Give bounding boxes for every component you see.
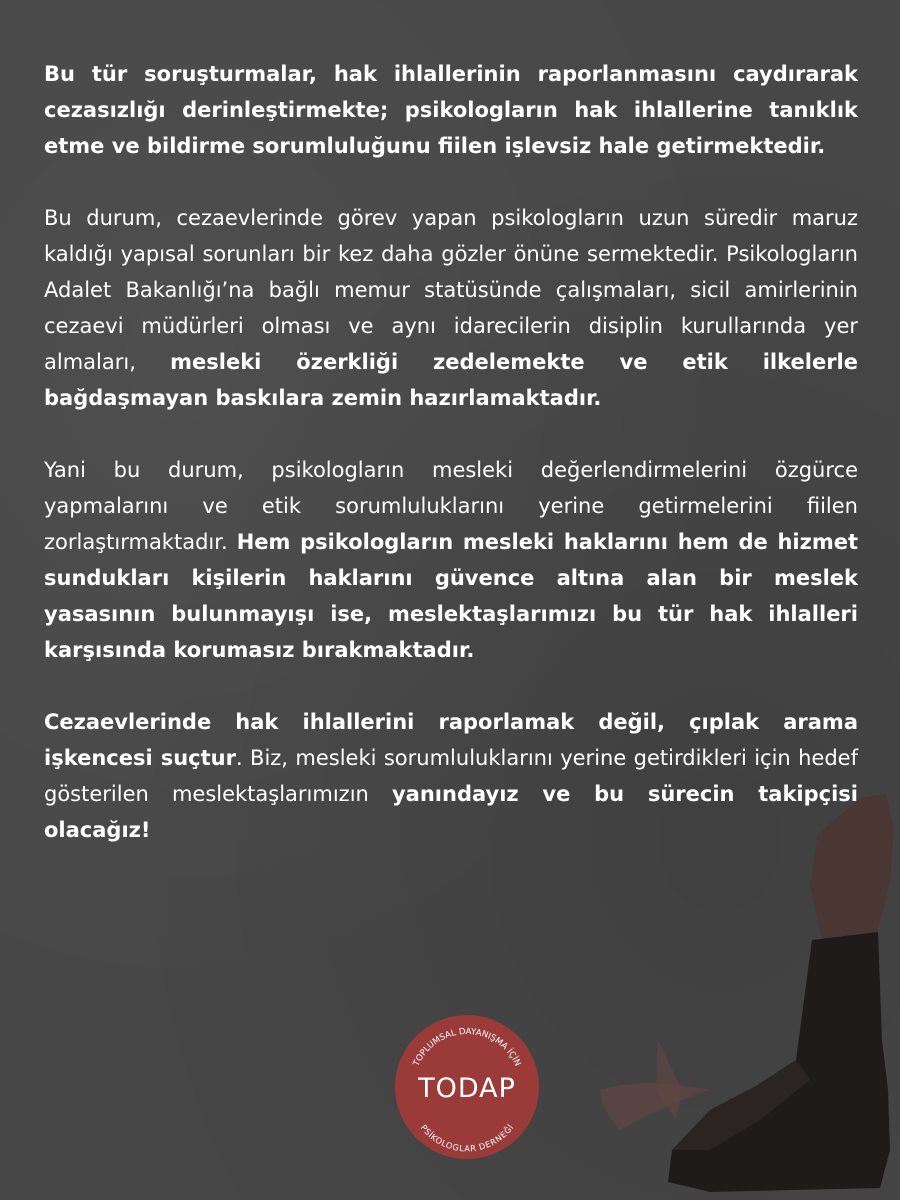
paragraph-2-text: Bu durum, cezaevlerinde görev yapan psikologların uzun süredir maruz kaldığı yapısal sorunları bir kez daha gözler önüne sermektedir. Psikologların Adalet Bakanlığı’na bağlı memur statüsünde çalışmaları, sicil amirlerinin cezaevi müdürleri olması ve aynı idarecilerin disiplin kurullarında yer almaları, (44, 206, 858, 374)
statement-text (44, 56, 858, 884)
paragraph-3-text: Yani bu durum, psikologların mesleki değerlendirmelerini özgürce yapmalarını ve etik sorumluluklarını yerine getirmelerini fiilen zorlaştırmaktadır. (44, 458, 858, 554)
paragraph-4-bold-2: yanındayız ve bu sürecin takipçisi olacağız! (44, 782, 858, 842)
paragraph-4-bold-1: Cezaevlerinde hak ihlallerini raporlamak değil, çıplak arama işkencesi suçtur (44, 710, 858, 770)
logo-name: TODAP (418, 1073, 516, 1104)
paragraph-1 (44, 56, 858, 164)
paragraph-3-bold: Hem psikologların mesleki haklarını hem de hizmet sundukları kişilerin haklarını güvence altına alan bir meslek yasasının bulunmayışı ise, meslektaşlarımızı bu tür hak ihlalleri karşısında korumasız bırakmaktadır. (44, 530, 858, 662)
paragraph-2-bold: mesleki özerkliği zedelemekte ve etik ilkelerle bağdaşmayan baskılara zemin hazırlamaktadır. (44, 350, 858, 410)
paragraph-3 (44, 452, 858, 668)
todap-logo (392, 1012, 542, 1162)
paragraph-1-bold: Bu tür soruşturmalar, hak ihlallerinin raporlanmasını caydırarak cezasızlığı derinleştirmekte; psikologların hak ihlallerine tanıklık etme ve bildirme sorumluluğunu fiilen işlevsiz hale getirmektedir. (44, 62, 858, 158)
logo-top-arc-text: TOPLUMSAL DAYANIŞMA İÇİN (411, 1026, 523, 1068)
paragraph-4-text: . Biz, mesleki sorumluluklarını yerine getirdikleri için hedef gösterilen meslektaşlarımızın (44, 746, 858, 806)
paragraph-2 (44, 200, 858, 416)
logo-bottom-arc-text: PSİKOLOGLAR DERNEĞİ (418, 1122, 516, 1154)
boot-illustration (560, 790, 900, 1200)
